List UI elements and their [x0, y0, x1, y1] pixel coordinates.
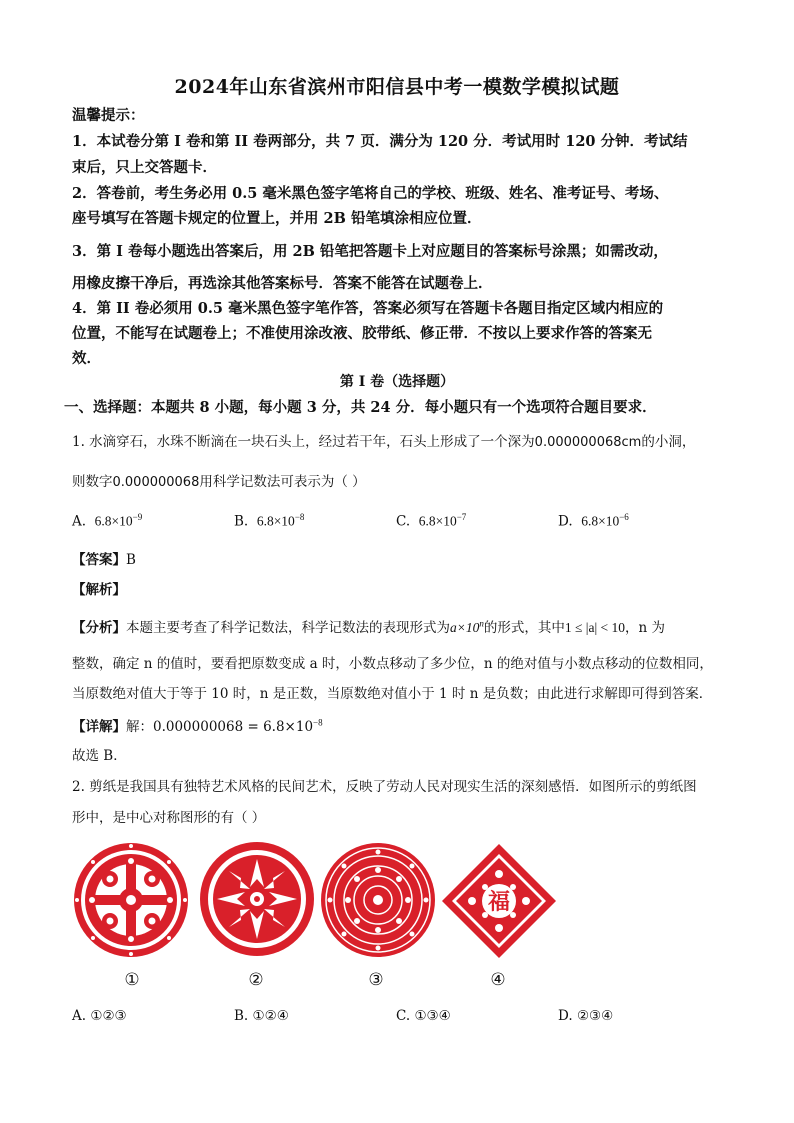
tips-line: 座号填写在答题卡规定的位置上，并用 2B 铅笔填涂相应位置．	[72, 210, 482, 227]
tips-heading: 温馨提示：	[72, 107, 145, 124]
q1-option-b[interactable]: B. $6.8\times 10^{-8}$	[234, 512, 305, 530]
papercut-caption-4: ④	[490, 970, 506, 990]
q1-stem-line1: 1. 水滴穿石，水珠不断滴在一块石头上，经过若干年，石头上形成了一个深为0.000000068cm的小洞，	[72, 434, 696, 450]
tips-line: 用橡皮擦干净后，再选涂其他答案标号．答案不能答在试题卷上．	[72, 275, 493, 292]
q1-fenxi-line1: 【分析】本题主要考查了科学记数法，科学记数法的表现形式为$a\times 10^n$的形式，其中1 ≤ |a| < 10，n 为	[72, 618, 666, 636]
q1-answer: 【答案】B	[72, 552, 136, 568]
fu-character: 福	[487, 890, 511, 915]
section-title: 第 I 卷（选择题）	[339, 374, 455, 390]
q1-conclusion: 故选 B．	[72, 748, 127, 764]
part-heading: 一、选择题：本题共 8 小题，每小题 3 分，共 24 分．每小题只有一个选项符合题目要求．	[64, 399, 657, 416]
q1-stem-line2: 则数字0.000000068用科学记数法可表示为（ ）	[72, 474, 366, 490]
papercut-image-4	[440, 842, 558, 960]
tips-line: 束后，只上交答题卡．	[72, 159, 217, 176]
q1-option-a[interactable]: A. $6.8\times 10^{-9}$	[72, 512, 143, 530]
tips-line: 位置，不能写在试题卷上；不准使用涂改液、胶带纸、修正带．不按以上要求作答的答案无	[72, 325, 652, 342]
q1-fenxi-line2: 整数，确定 n 的值时，要看把原数变成 a 时，小数点移动了多少位，n 的绝对值与小数点移动的位数相同，	[72, 656, 713, 672]
q2-option-d[interactable]: D. ②③④	[558, 1008, 614, 1024]
papercut-caption-2: ②	[248, 970, 264, 990]
tips-line: 效．	[72, 350, 101, 367]
tips-line: 4．第 II 卷必须用 0.5 毫米黑色签字笔作答，答案必须写在答题卡各题目指定区域内相应的	[72, 300, 664, 317]
tips-line: 1．本试卷分第 I 卷和第 II 卷两部分，共 7 页．满分为 120 分．考试用时 120 分钟．考试结	[72, 133, 688, 150]
q2-stem-line2: 形中，是中心对称图形的有（ ）	[72, 810, 266, 826]
tips-line: 3．第 I 卷每小题选出答案后，用 2B 铅笔把答题卡上对应题目的答案标号涂黑；如需改动，	[72, 243, 668, 260]
q1-option-d[interactable]: D. $6.8\times 10^{-6}$	[558, 512, 629, 530]
papercut-image-1	[72, 841, 190, 959]
q2-option-b[interactable]: B. ①②④	[234, 1008, 289, 1024]
q2-option-a[interactable]: A. ①②③	[72, 1008, 127, 1024]
q1-fenxi-line3: 当原数绝对值大于等于 10 时，n 是正数，当原数绝对值小于 1 时 n 是负数；由此进行求解即可得到答案．	[72, 686, 713, 702]
q1-detail: 【详解】解：$0.000000068 = 6.8\times 10^{-8}$	[72, 717, 323, 735]
q1-analysis-tag: 【解析】	[72, 582, 126, 598]
page-title: 2024年山东省滨州市阳信县中考一模数学模拟试题	[174, 76, 620, 98]
q2-option-c[interactable]: C. ①③④	[396, 1008, 451, 1024]
q1-option-c[interactable]: C. $6.8\times 10^{-7}$	[396, 512, 467, 530]
papercut-image-2	[198, 839, 316, 959]
tips-line: 2．答卷前，考生务必用 0.5 毫米黑色签字笔将自己的学校、班级、姓名、准考证号、考场、	[72, 185, 669, 202]
papercut-image-3	[319, 841, 437, 959]
papercut-caption-3: ③	[368, 970, 384, 990]
papercut-caption-1: ①	[124, 970, 140, 990]
q2-stem-line1: 2. 剪纸是我国具有独特艺术风格的民间艺术，反映了劳动人民对现实生活的深刻感悟．如图所示的剪纸图	[72, 779, 697, 795]
